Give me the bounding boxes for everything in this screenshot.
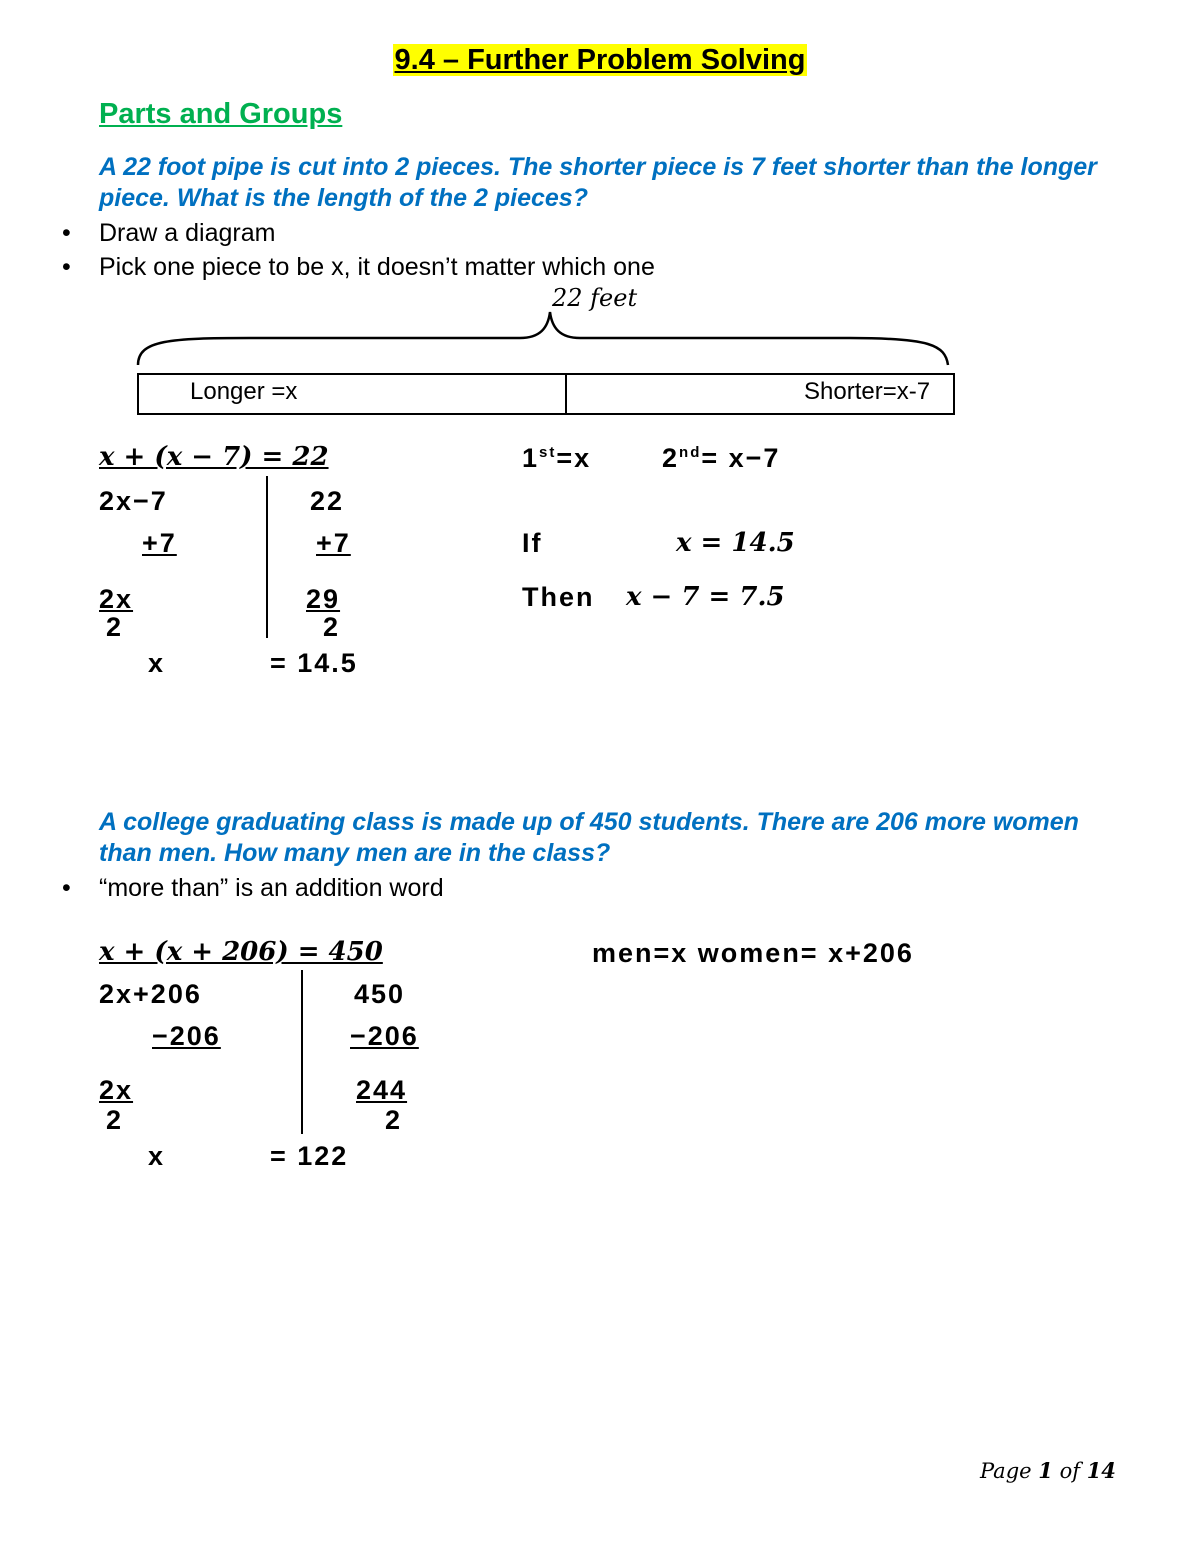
problem2-notes: men=x women= x+206	[592, 938, 914, 968]
then-label: Then	[522, 582, 595, 612]
result-value: = 122	[270, 1141, 349, 1171]
work-right-1: 22	[310, 486, 345, 516]
work-left-2: +7	[142, 528, 177, 558]
if-label: If	[522, 528, 543, 558]
work-divider	[301, 970, 303, 1134]
first-piece-note: 1st=x	[522, 443, 592, 473]
section-heading: Parts and Groups	[99, 98, 343, 130]
result-var: x	[148, 1141, 166, 1171]
work-left-3: 2x	[99, 1075, 134, 1105]
work-left-2: −206	[152, 1021, 221, 1051]
equation-1: x + (x − 7) = 22	[99, 442, 329, 472]
problem2-bullet: • “more than” is an addition word	[62, 874, 444, 902]
work-right-2: −206	[350, 1021, 419, 1051]
equation-2: x + (x + 206) = 450	[99, 937, 383, 967]
page-title: 9.4 – Further Problem Solving	[394, 44, 806, 76]
curly-brace	[130, 310, 960, 370]
work-left-1: 2x+206	[99, 979, 202, 1009]
result-value: = 14.5	[270, 648, 358, 678]
work-divider	[266, 476, 268, 638]
work-right-1: 450	[354, 979, 406, 1009]
page-number: Page 1 of 14	[980, 1458, 1116, 1483]
work-left-4: 2	[106, 612, 124, 642]
brace-label: 22 feet	[552, 284, 638, 312]
work-right-2: +7	[316, 528, 351, 558]
work-left-3: 2x	[99, 584, 134, 614]
problem1-bullet: • Draw a diagram	[62, 219, 276, 247]
if-expression: x = 14.5	[676, 528, 795, 558]
work-right-3: 244	[356, 1075, 408, 1105]
problem2-text: A college graduating class is made up of 450 students. There are 206 more women than men. How many men are in the class?	[99, 808, 1079, 867]
second-piece-note: 2nd= x−7	[662, 443, 781, 473]
work-right-3: 29	[306, 584, 341, 614]
pipe-longer-label: Longer =x	[190, 378, 298, 405]
work-right-4: 2	[385, 1105, 403, 1135]
problem1-text: A 22 foot pipe is cut into 2 pieces. The shorter piece is 7 feet shorter than the longer piece. What is the length of the 2 pieces?	[99, 153, 1097, 212]
pipe-shorter-label: Shorter=x-7	[804, 378, 931, 405]
problem1-bullet: • Pick one piece to be x, it doesn’t matter which one	[62, 253, 655, 281]
result-var: x	[148, 648, 166, 678]
work-right-4: 2	[323, 612, 341, 642]
work-left-1: 2x−7	[99, 486, 168, 516]
work-left-4: 2	[106, 1105, 124, 1135]
then-expression: x − 7 = 7.5	[626, 582, 785, 612]
